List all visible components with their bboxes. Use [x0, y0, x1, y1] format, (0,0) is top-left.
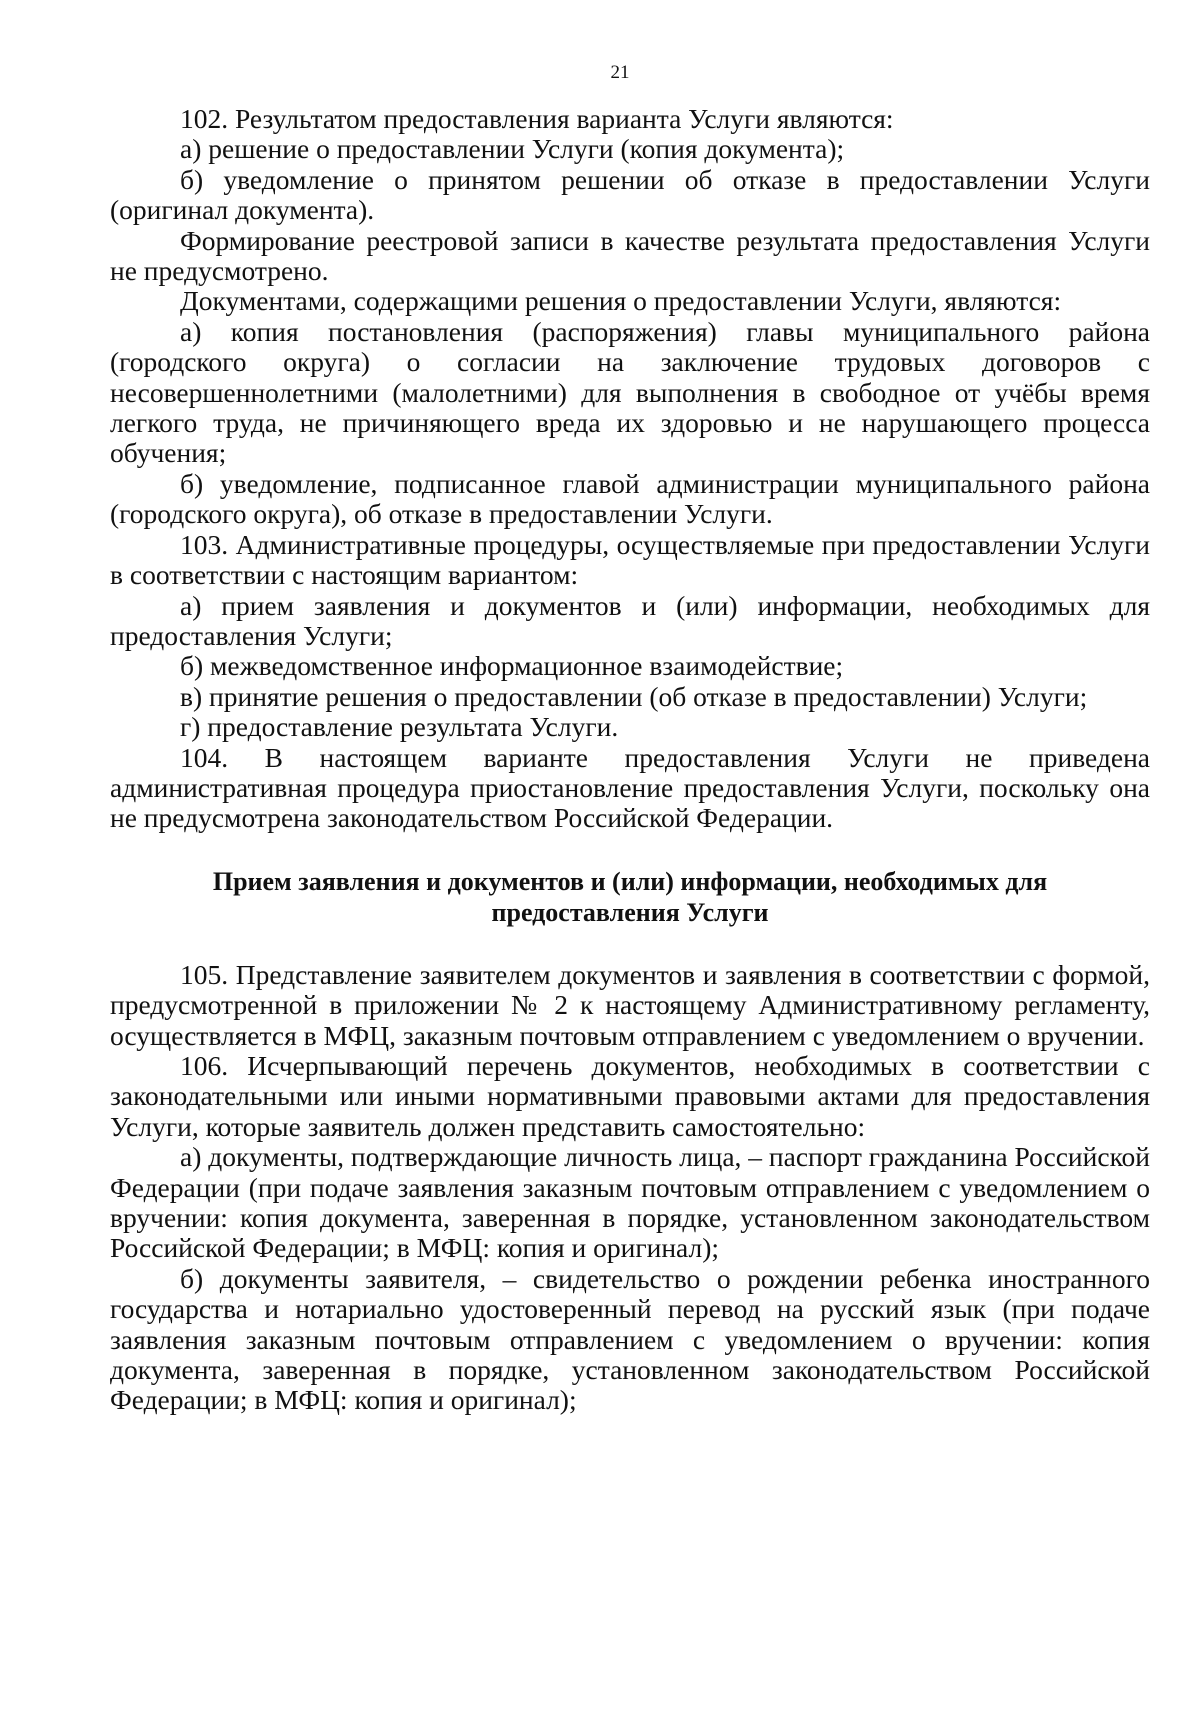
paragraph: б) документы заявителя, – свидетельство о рождении ребенка иностранного государства и нотариально удостоверенный перевод на русский язык (при подаче заявления заказным почтовым отправлением с уведомлением о вручении: копия документа, заверенная в порядке, установленном законодательством Российской Федерации; в МФЦ: копия и оригинал); [110, 1262, 1150, 1416]
paragraph: 106. Исчерпывающий перечень документов, необходимых в соответствии с законодательными или иными нормативными правовыми актами для предоставления Услуги, которые заявитель должен представить самостоятельно: [110, 1049, 1150, 1142]
paragraph: Формирование реестровой записи в качестве результата предоставления Услуги не предусмотрено. [110, 224, 1150, 287]
paragraph: б) уведомление, подписанное главой администрации муниципального района (городского округа), об отказе в предоставлении Услуги. [110, 467, 1150, 530]
paragraph: г) предоставление результата Услуги. [180, 711, 619, 743]
paragraph: 104. В настоящем варианте предоставления Услуги не приведена административная процедура приостановление предоставления Услуги, поскольку она не предусмотрена законодательством Российской Федерации. [110, 741, 1150, 834]
paragraph: 102. Результатом предоставления варианта Услуги являются: [180, 103, 894, 134]
paragraph: а) документы, подтверждающие личность лица, – паспорт гражданина Российской Федерации (при подаче заявления заказным почтовым отправлением с уведомлением о вручении: копия документа, заверенная в порядке, установленном законодательством Российской Федерации; в МФЦ: копия и оригинал); [110, 1141, 1150, 1264]
document-body [110, 104, 1150, 1416]
page-number: 21 [610, 62, 630, 83]
section-heading: Прием заявления и документов и (или) информации, необходимых для предоставления Услуги [212, 866, 1048, 927]
paragraph: Документами, содержащими решения о предоставлении Услуги, являются: [180, 285, 1062, 317]
paragraph: 105. Представление заявителем документов и заявления в соответствии с формой, предусмотренной в приложении № 2 к настоящему Административному регламенту, осуществляется в МФЦ, заказным почтовым отправлением с уведомлением о вручении. [110, 958, 1150, 1051]
paragraph: в) принятие решения о предоставлении (об отказе в предоставлении) Услуги; [180, 680, 1088, 712]
paragraph: а) решение о предоставлении Услуги (копия документа); [180, 133, 845, 165]
paragraph: б) уведомление о принятом решении об отказе в предоставлении Услуги (оригинал документа). [110, 163, 1150, 226]
paragraph: а) прием заявления и документов и (или) информации, необходимых для предоставления Услуги; [110, 589, 1150, 651]
paragraph: 103. Административные процедуры, осуществляемые при предоставлении Услуги в соответствии с настоящим вариантом: [110, 528, 1150, 591]
paragraph: а) копия постановления (распоряжения) главы муниципального района (городского округа) о согласии на заключение трудовых договоров с несовершеннолетними (малолетними) для выполнения в свободное от учёбы время легкого труда, не причиняющего вреда их здоровью и не нарушающего процесса обучения; [110, 315, 1150, 469]
paragraph: б) межведомственное информационное взаимодействие; [180, 650, 844, 682]
